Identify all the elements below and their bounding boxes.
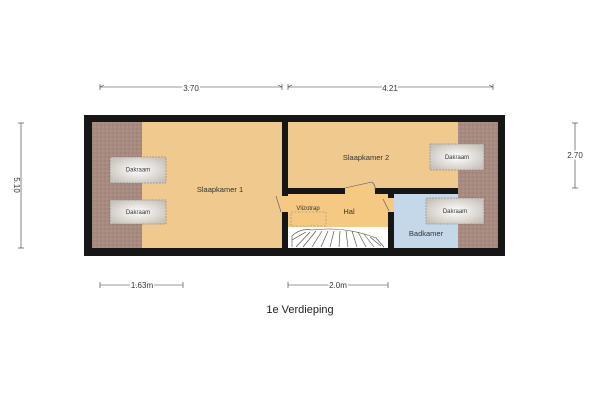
dimension-label-top-right: 4.21 bbox=[382, 84, 398, 93]
skylight-label: Dakraam bbox=[444, 155, 470, 161]
room-label-slaapkamer-2: Slaapkamer 2 bbox=[342, 153, 390, 162]
room-label-badkamer: Badkamer bbox=[408, 229, 444, 238]
skylight-label: Dakraam bbox=[442, 209, 468, 215]
dimension-label-left-height: 5.10 bbox=[12, 177, 21, 193]
slope-right-outer bbox=[458, 122, 498, 248]
room-label-slaapkamer-1: Slaapkamer 1 bbox=[196, 185, 244, 194]
door-gap-badkamer bbox=[388, 198, 394, 212]
room-label-vlizotrap: Vlizotrap bbox=[296, 206, 320, 212]
skylight-label: Dakraam bbox=[125, 210, 151, 216]
dimension-label-top-left: 3.70 bbox=[183, 84, 199, 93]
door-gap-slaapkamer1 bbox=[282, 196, 288, 212]
skylight-label: Dakraam bbox=[125, 167, 151, 174]
dimension-label-right-height: 2.70 bbox=[567, 151, 583, 160]
skylight-1 bbox=[110, 157, 166, 183]
dimension-label-bottom-left: 1.63m bbox=[130, 281, 154, 290]
skylight-4 bbox=[426, 198, 484, 224]
slope-left-outer bbox=[92, 122, 142, 248]
room-label-hal: Hal bbox=[343, 207, 355, 216]
dimension-label-bottom-right: 2.0m bbox=[329, 281, 347, 290]
skylight-2 bbox=[110, 200, 166, 224]
door-gap-slaapkamer2 bbox=[345, 188, 375, 194]
skylight-3 bbox=[430, 144, 484, 170]
floor-title: 1e Verdieping bbox=[266, 304, 334, 316]
wall-vertical-center bbox=[282, 122, 288, 248]
